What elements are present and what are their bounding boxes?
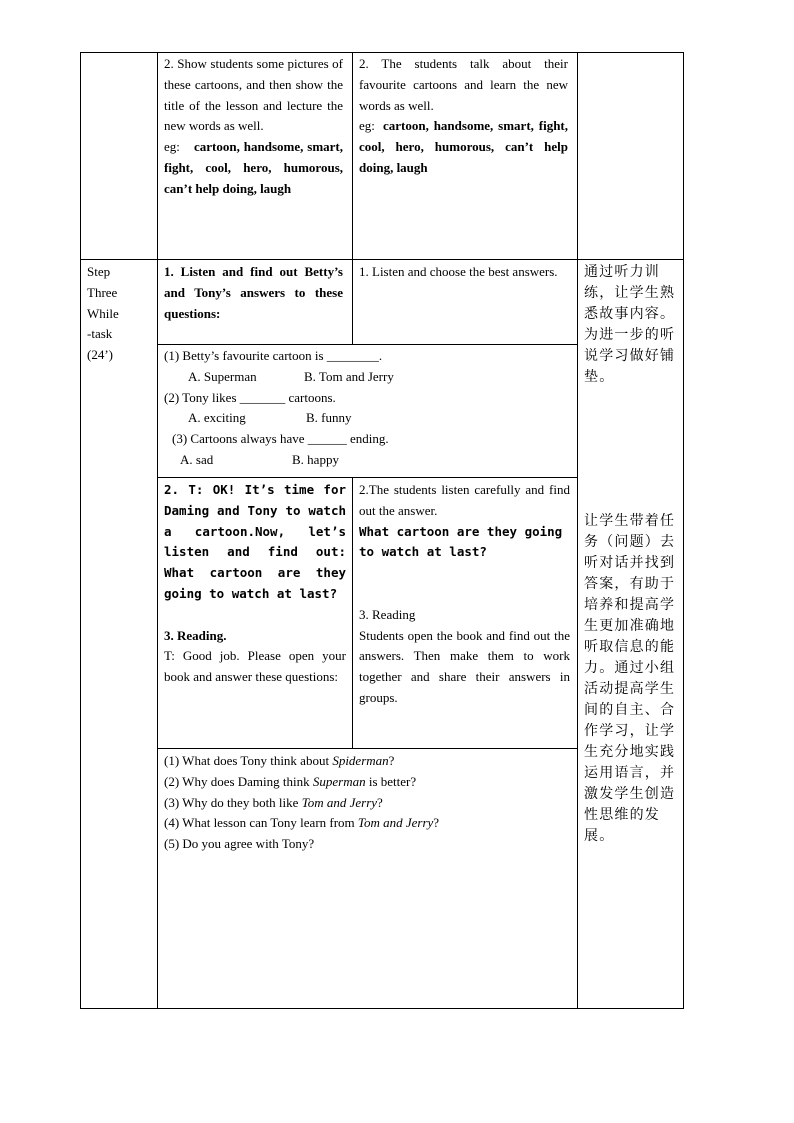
table-left-border xyxy=(80,52,81,1009)
step-line-4: -task xyxy=(87,326,113,342)
question-2: (2) Tony likes _______ cartoons. xyxy=(164,389,336,405)
question-3-option-a: A. sad xyxy=(180,451,214,467)
purpose-listening: 通过听力训练，让学生熟悉故事内容。为进一步的听说学习做好铺垫。 xyxy=(584,264,676,385)
task1-student-activity: 1. Listen and choose the best answers. xyxy=(359,264,558,279)
reading-questions xyxy=(164,751,569,855)
step-line-5: (24’) xyxy=(87,347,113,363)
task2-3-student-activities xyxy=(359,480,570,709)
reading-question-3-text: (3) Why do they both like xyxy=(164,794,302,810)
task1-teacher-instruction: 1. Listen and find out Betty’s and Tony’s answers to these questions: xyxy=(164,264,343,321)
column-divider-teacher-mid xyxy=(352,477,353,749)
question-2-option-b: B. funny xyxy=(306,410,352,426)
reading-question-4 xyxy=(164,813,569,834)
reading-question-2 xyxy=(164,772,569,793)
question-1-option-b: B. Tom and Jerry xyxy=(304,368,394,384)
reading-question-4-text: (4) What lesson can Tony learn from xyxy=(164,815,358,831)
question-1: (1) Betty’s favourite cartoon is ________. xyxy=(164,348,383,363)
reading-question-3-title: Tom and Jerry xyxy=(301,794,378,810)
row-divider-step-three xyxy=(80,259,684,260)
table-bottom-border xyxy=(80,1008,684,1009)
reading-question-4-end: ? xyxy=(433,815,440,831)
table-top-border xyxy=(80,52,684,53)
student-eg-words: cartoon, handsome, smart, fight, cool, hero, humorous, can’t help doing, laugh xyxy=(359,118,568,175)
column-divider-step xyxy=(157,52,158,1009)
student-activity-intro: 2. The students talk about their favourite cartoons and learn the new words as well. xyxy=(359,56,568,113)
question-2-options xyxy=(164,408,569,429)
teacher-eg-words: cartoon, handsome, smart, fight, cool, hero, humorous, can’t help doing, laugh xyxy=(164,139,343,196)
reading-question-5: (5) Do you agree with Tony? xyxy=(164,836,315,852)
row-divider-questions2 xyxy=(157,748,577,749)
question-3: (3) Cartoons always have ______ ending. xyxy=(172,431,389,447)
task3-student-text: Students open the book and find out the answers. Then make them to work together and share their answers in groups. xyxy=(359,627,570,705)
question-2-option-a: A. exciting xyxy=(188,410,246,426)
reading-question-1-end: ? xyxy=(388,753,395,768)
reading-question-3-end: ? xyxy=(377,794,383,810)
reading-question-2-text: (2) Why does Daming think xyxy=(164,773,313,789)
purpose-task-based: 让学生带着任务（问题）去听对话并找到答案，有助于培养和提高学生更加准确地听取信息的能力。通过小组活动提高学生间的自主、合作学习，让学生充分地实践运用语言，并激发学生创造性思维的发展。 xyxy=(584,513,676,844)
task2-3-teacher-instructions xyxy=(164,480,346,688)
question-3-option-b: B. happy xyxy=(292,451,339,467)
teacher-eg-label: eg: xyxy=(164,139,180,155)
student-eg-label: eg: xyxy=(359,118,375,134)
question-3-options xyxy=(164,450,569,471)
step-line-2: Three xyxy=(87,284,118,300)
step-line-1: Step xyxy=(87,264,111,279)
column-divider-purpose xyxy=(577,52,578,1009)
task2-student-intro: 2.The students listen carefully and find out the answer. xyxy=(359,482,570,518)
task3-teacher-text: T: Good job. Please open your book and answer these questions: xyxy=(164,648,346,685)
column-divider-teacher-top xyxy=(352,52,353,345)
reading-question-3 xyxy=(164,793,569,814)
reading-question-1 xyxy=(164,751,569,772)
reading-question-1-text: (1) What does Tony think about xyxy=(164,753,333,768)
teacher-activity-intro: 2. Show students some pictures of these cartoons, and then show the title of the lesson and lecture the new words as well. xyxy=(164,56,343,134)
reading-question-2-title: Superman xyxy=(312,773,366,789)
task3-student-title: 3. Reading xyxy=(359,606,416,622)
step-label xyxy=(87,262,153,366)
student-activity-cartoon-talk xyxy=(359,54,568,179)
listening-questions xyxy=(164,346,569,471)
row-divider-task2 xyxy=(157,477,577,478)
task3-teacher-title: 3. Reading. xyxy=(164,627,227,643)
step-line-3: While xyxy=(87,305,119,321)
table-right-border xyxy=(683,52,684,1009)
reading-question-4-title: Tom and Jerry xyxy=(357,815,434,831)
task2-teacher-instruction: 2. T: OK! It’s time for Daming and Tony to watch a cartoon.Now, let’s listen and find out: What cartoon are they going to watch at last? xyxy=(164,482,346,601)
row-divider-task1 xyxy=(157,344,577,345)
question-1-options xyxy=(164,367,569,388)
task2-student-question: What cartoon are they going to watch at last? xyxy=(359,523,563,560)
reading-question-1-title: Spiderman xyxy=(332,753,389,768)
teacher-activity-cartoon-pictures xyxy=(164,54,343,200)
reading-question-2-end: is better? xyxy=(365,773,417,789)
question-1-option-a: A. Superman xyxy=(188,368,257,384)
